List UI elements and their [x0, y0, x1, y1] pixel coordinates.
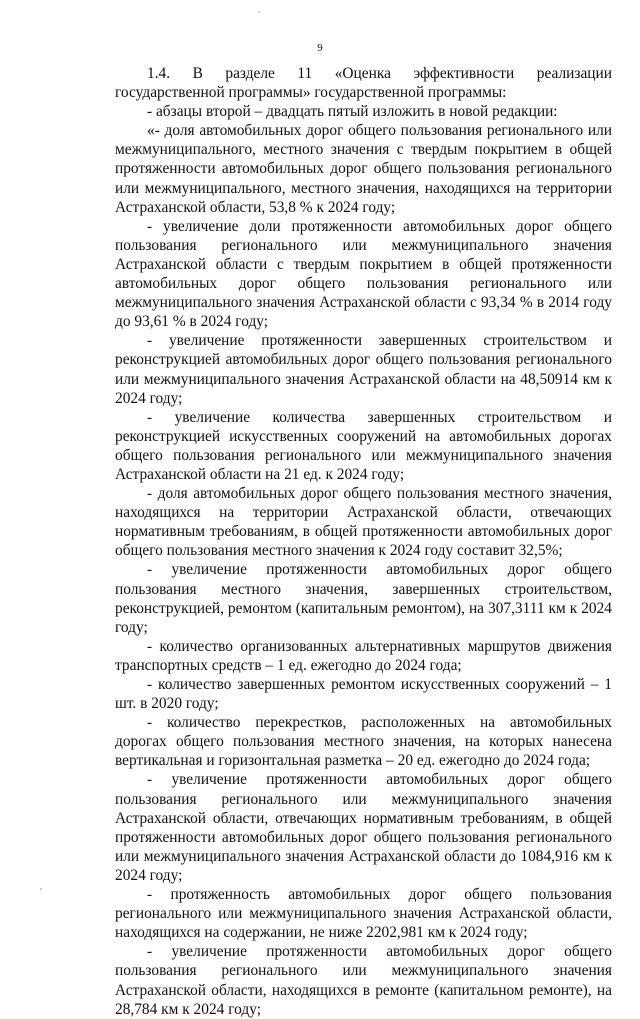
paragraph-indicator-6: - увеличение протяженности автомобильных дорог общего пользования местного значения, завершенных строительством, реконструкцией, ремонтом (капитальным ремонтом), на 307,3111 км к 2024 году; [115, 561, 612, 636]
paragraph-instruction: - абзацы второй – двадцать пятый изложить в новой редакции: [147, 103, 558, 121]
paragraph-indicator-8: - количество завершенных ремонтом искусственных сооружений – 1 шт. в 2020 году; [115, 676, 612, 713]
paragraph-indicator-2: - увеличение доли протяженности автомобильных дорог общего пользования регионального или межмуниципального значения Астраханской области с твердым покрытием в общей протяженности автомобильных дорог общего пользования регионального или межмуниципального значения Астраханской области с 93,34 % в 2014 году до 93,61 % в 2024 году; [115, 217, 612, 331]
paragraph-indicator-7: - количество организованных альтернативных маршрутов движения транспортных средств – 1 ед. ежегодно до 2024 года; [115, 637, 612, 674]
paragraph-section-intro: 1.4. В разделе 11 «Оценка эффективности реализации государственной программы» государственной программы: [115, 65, 612, 102]
scan-speck [40, 888, 42, 890]
paragraph-indicator-10: - увеличение протяженности автомобильных дорог общего пользования регионального или межмуниципального значения Астраханской области, отвечающих нормативным требованиям, в общей протяженности автомобильных дорог общего пользования регионального или межмуниципального значения Астраханской области до 1084,916 км к 2024 году; [115, 771, 612, 884]
paragraph-indicator-4: - увеличение количества завершенных строительством и реконструкцией искусственных сооружений на автомобильных дорогах общего пользования регионального или межмуниципального значения Астраханской области на 21 ед. к 2024 году; [115, 408, 612, 483]
page-number: 9 [317, 42, 323, 54]
paragraph-indicator-11: - протяженность автомобильных дорог общего пользования регионального или межмуниципального значения Астраханской области, находящихся на содержании, не ниже 2202,981 км к 2024 году; [115, 886, 612, 942]
scan-speck [258, 11, 260, 13]
paragraph-indicator-9: - количество перекрестков, расположенных на автомобильных дорогах общего пользования местного значения, на которых нанесена вертикальная и горизонтальная разметка – 20 ед. ежегодно до 2024 года; [115, 714, 612, 770]
paragraph-indicator-1: «- доля автомобильных дорог общего пользования регионального или межмуниципального, местного значения с твердым покрытием в общей протяженности автомобильных дорог общего пользования регионального или межмуниципального, местного значения, находящихся на территории Астраханской области, 53,8 % к 2024 году; [115, 122, 612, 216]
paragraph-indicator-12: - увеличение протяженности автомобильных дорог общего пользования регионального или межмуниципального значения Астраханской области, находящихся в ремонте (капитальном ремонте), на 28,784 км к 2024 году; [115, 943, 612, 1018]
paragraph-indicator-3: - увеличение протяженности завершенных строительством и реконструкцией автомобильных дорог общего пользования регионального или межмуниципального значения Астраханской области на 48,50914 км к 2024 году; [115, 332, 612, 407]
document-body [115, 64, 612, 1019]
paragraph-indicator-5: - доля автомобильных дорог общего пользования местного значения, находящихся на территории Астраханской области, отвечающих нормативным требованиям, в общей протяженности автомобильных дорог общего пользования местного значения к 2024 году составит 32,5%; [115, 485, 612, 560]
